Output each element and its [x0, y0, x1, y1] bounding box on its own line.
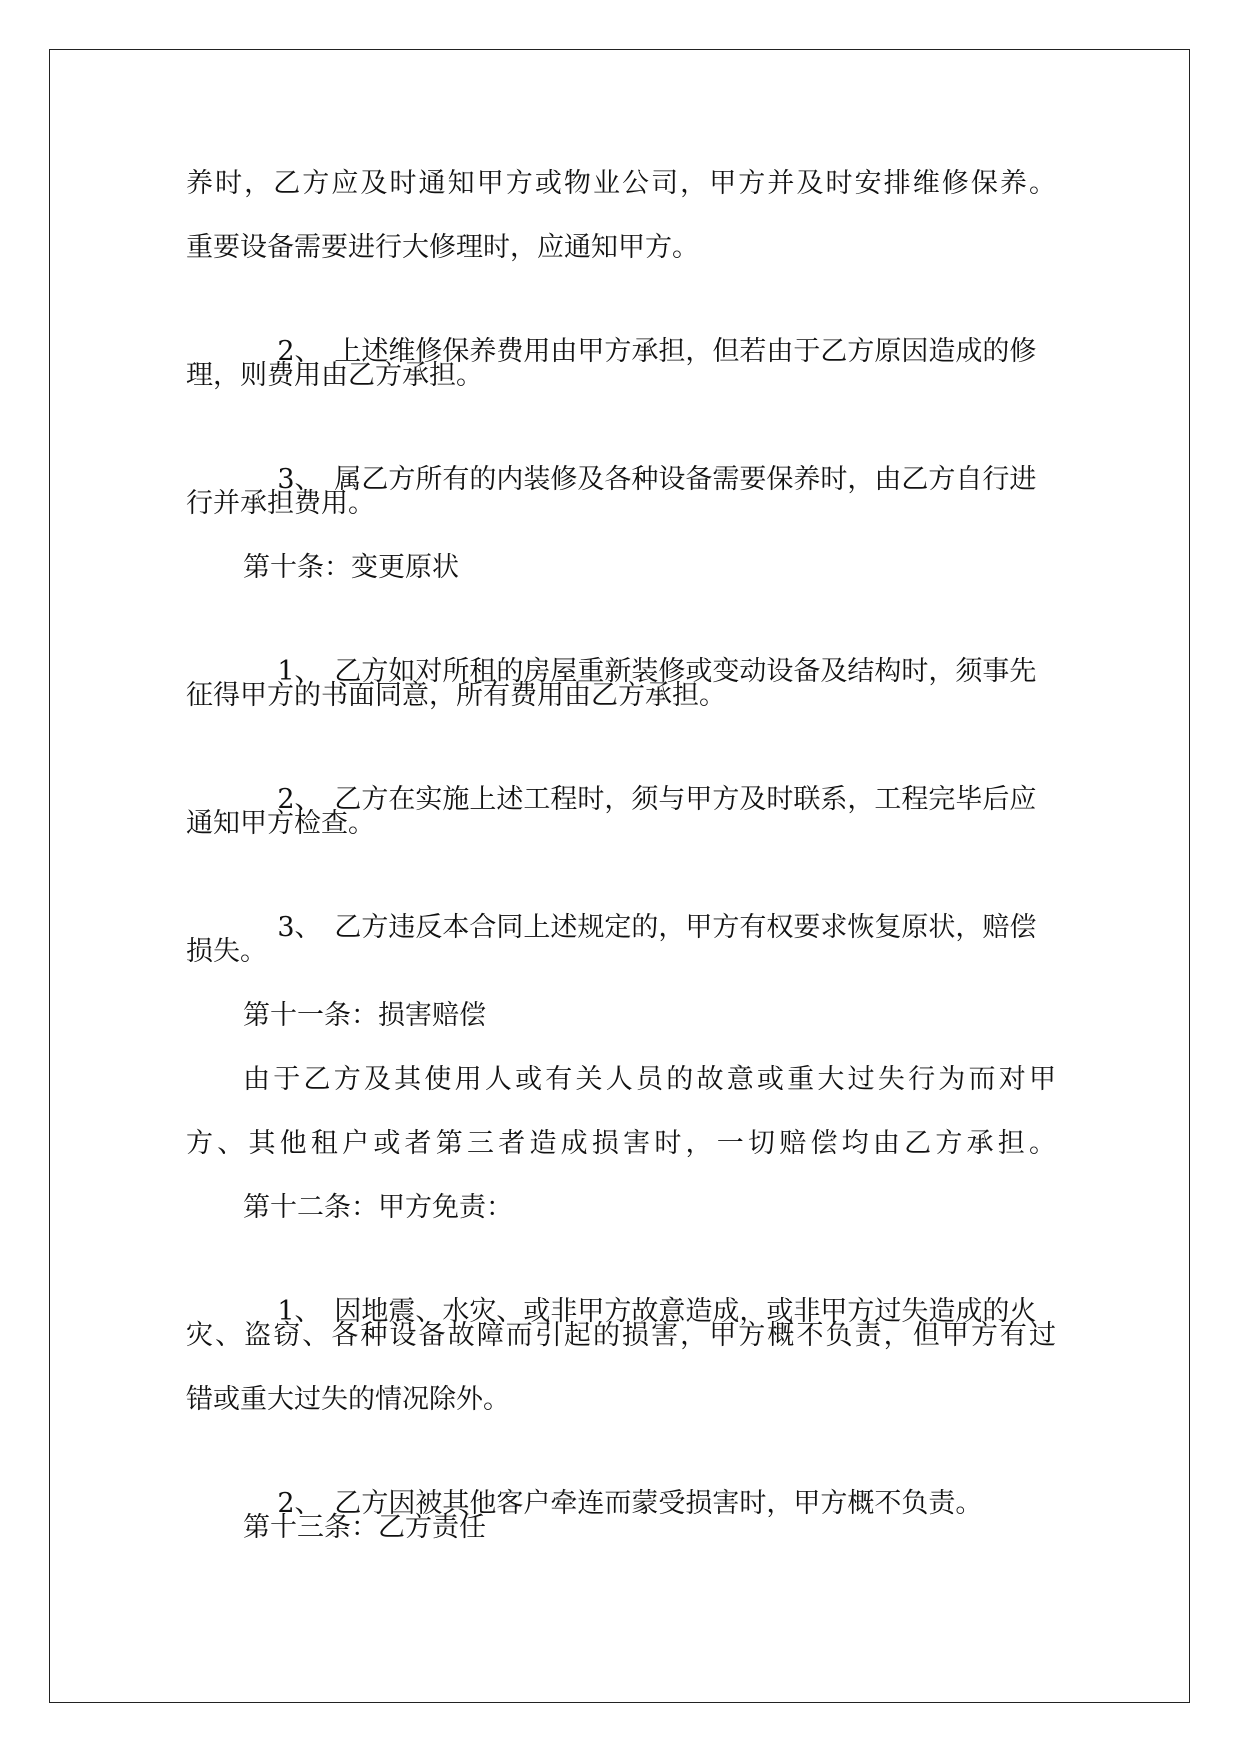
item-text: 上述维修保养费用由甲方承担，但若由于乙方原因造成的修 — [334, 336, 1037, 367]
item-text: 乙方因被其他客户牵连而蒙受损害时，甲方概不负责。 — [334, 1488, 983, 1519]
text-line: 重要设备需要进行大修理时，应通知甲方。 — [186, 232, 699, 263]
item-number: 3、 — [277, 464, 322, 495]
item-text: 因地震、水灾、或非甲方故意造成，或非甲方过失造成的火 — [334, 1296, 1037, 1327]
item-text: 乙方违反本合同上述规定的，甲方有权要求恢复原状，赔偿 — [334, 912, 1037, 943]
text-line: 理，则费用由乙方承担。 — [186, 360, 483, 391]
item-number: 1、 — [277, 656, 322, 687]
item-number: 2、 — [277, 336, 322, 367]
item-text: 乙方在实施上述工程时，须与甲方及时联系，工程完毕后应 — [334, 784, 1037, 815]
numbered-item — [243, 612, 1037, 687]
item-number: 1、 — [277, 1296, 322, 1327]
text-line: 养时，乙方应及时通知甲方或物业公司，甲方并及时安排维修保养。 — [186, 168, 1056, 199]
text-line: 方、其他租户或者第三者造成损害时，一切赔偿均由乙方承担。 — [186, 1128, 1056, 1159]
section-heading: 第十条：变更原状 — [243, 552, 459, 583]
text-line: 灾、盗窃、各种设备故障而引起的损害，甲方概不负责，但甲方有过 — [186, 1320, 1056, 1351]
text-line: 通知甲方检查。 — [186, 808, 375, 839]
text-line: 损失。 — [186, 936, 267, 967]
numbered-item — [243, 420, 1037, 495]
numbered-item — [243, 1444, 983, 1519]
item-text: 属乙方所有的内装修及各种设备需要保养时，由乙方自行进 — [334, 464, 1037, 495]
numbered-item — [243, 1252, 1037, 1327]
section-heading: 第十三条：乙方责任 — [243, 1512, 486, 1543]
text-line: 错或重大过失的情况除外。 — [186, 1384, 510, 1415]
item-number: 2、 — [277, 784, 322, 815]
section-heading: 第十二条：甲方免责： — [243, 1192, 513, 1223]
item-number: 3、 — [277, 912, 322, 943]
text-line: 由于乙方及其使用人或有关人员的故意或重大过失行为而对甲 — [243, 1064, 1056, 1095]
text-line: 征得甲方的书面同意，所有费用由乙方承担。 — [186, 680, 726, 711]
item-number: 2、 — [277, 1488, 322, 1519]
section-heading: 第十一条：损害赔偿 — [243, 1000, 486, 1031]
item-text: 乙方如对所租的房屋重新装修或变动设备及结构时，须事先 — [334, 656, 1037, 687]
numbered-item — [243, 868, 1037, 943]
numbered-item — [243, 740, 1037, 815]
numbered-item — [243, 292, 1037, 367]
text-line: 行并承担费用。 — [186, 488, 375, 519]
